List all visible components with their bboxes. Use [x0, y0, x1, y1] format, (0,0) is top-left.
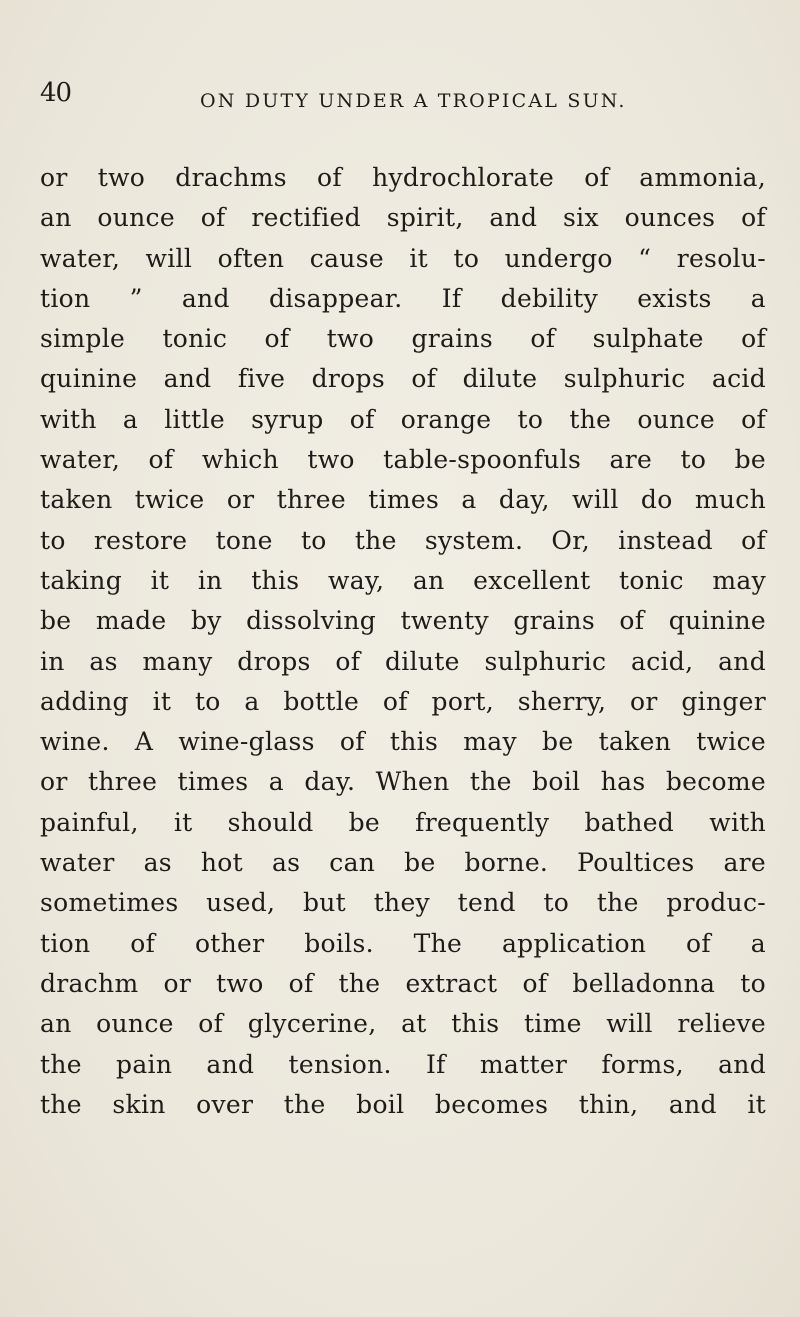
text-line: the skin over the boil becomes thin, and it	[40, 1089, 766, 1119]
running-head	[40, 78, 760, 114]
text-line: the pain and tension. If matter forms, and	[40, 1049, 766, 1079]
text-line: wine. A wine-glass of this may be taken twice	[40, 727, 766, 757]
text-line: painful, it should be frequently bathed with	[40, 807, 766, 837]
running-title: ON DUTY UNDER A TROPICAL SUN.	[200, 90, 627, 112]
text-line: tion ” and disappear. If debility exists a	[40, 283, 766, 313]
text-line: an ounce of glycerine, at this time will relieve	[40, 1009, 766, 1039]
text-line: simple tonic of two grains of sulphate of	[40, 324, 766, 354]
body-text	[40, 158, 766, 1125]
text-line: sometimes used, but they tend to the produc-	[40, 888, 766, 918]
text-line: taken twice or three times a day, will do much	[40, 485, 766, 515]
text-line: an ounce of rectified spirit, and six ounces of	[40, 203, 766, 233]
text-line: drachm or two of the extract of belladonna to	[40, 968, 766, 998]
text-line: water, will often cause it to undergo “ resolu-	[40, 243, 766, 273]
page-number: 40	[40, 78, 72, 108]
text-line: with a little syrup of orange to the ounce of	[40, 404, 766, 434]
text-line: water as hot as can be borne. Poultices are	[40, 848, 766, 878]
text-line: quinine and five drops of dilute sulphuric acid	[40, 364, 766, 394]
text-line: in as many drops of dilute sulphuric acid, and	[40, 646, 766, 676]
text-line: taking it in this way, an excellent tonic may	[40, 565, 766, 595]
text-line: or two drachms of hydrochlorate of ammonia,	[40, 163, 766, 192]
text-line: to restore tone to the system. Or, instead of	[40, 525, 766, 555]
text-line: be made by dissolving twenty grains of quinine	[40, 606, 766, 636]
text-line: adding it to a bottle of port, sherry, or ginger	[40, 686, 766, 716]
text-line: water, of which two table-spoonfuls are to be	[40, 445, 766, 475]
text-line: tion of other boils. The application of a	[40, 928, 766, 958]
text-line: or three times a day. When the boil has become	[40, 767, 766, 797]
